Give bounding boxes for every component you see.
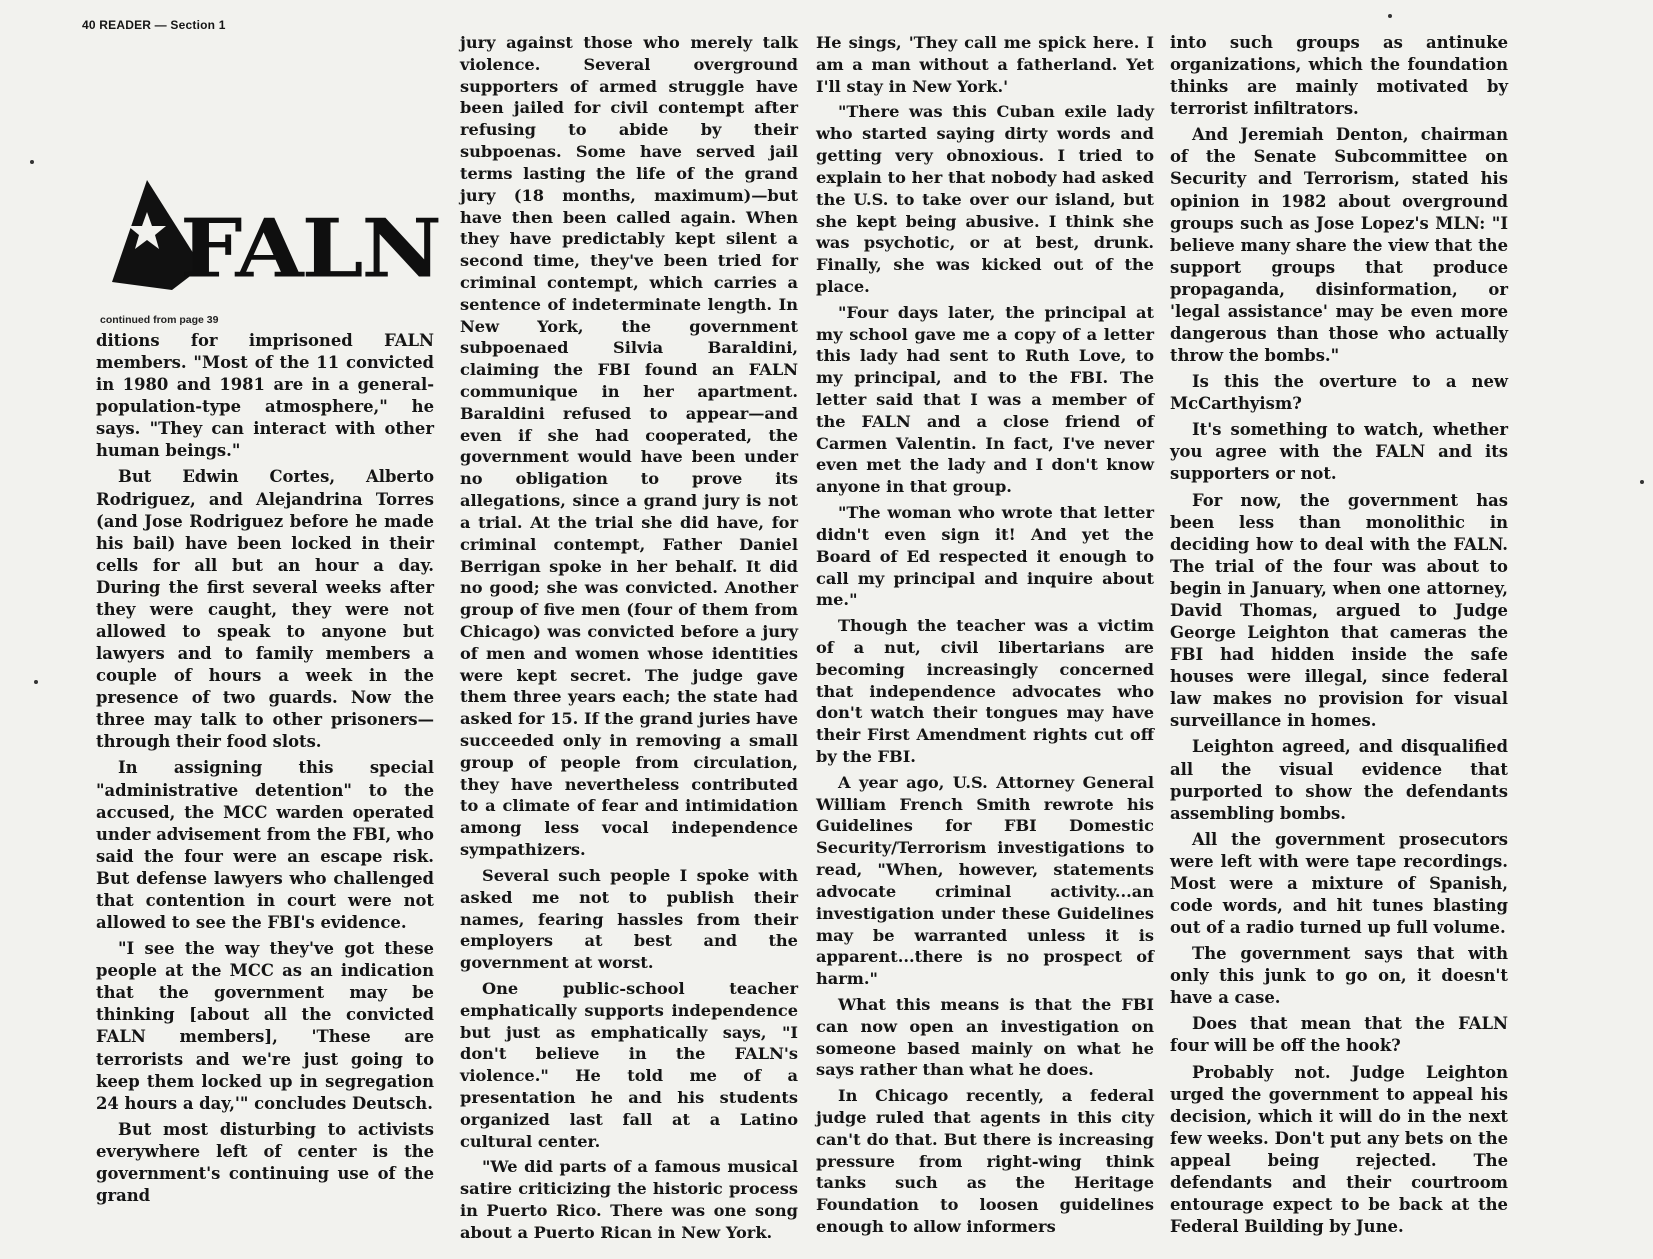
print-speck — [30, 160, 34, 164]
page-folio: 40 READER — Section 1 — [82, 18, 226, 32]
paragraph: He sings, 'They call me spick here. I am a man without a fatherland. Yet I'll stay in New York.' — [816, 33, 1154, 96]
article-column-2 — [460, 32, 798, 1248]
paragraph: Several such people I spoke with asked me not to publish their names, fearing hassles from their employers at best and the government at worst. — [460, 865, 798, 973]
paragraph: But most disturbing to activists everywhere left of center is the government's continuing use of the grand — [96, 1119, 434, 1205]
paragraph: One public-school teacher emphatically supports independence but just as emphatically says, "I don't believe in the FALN's violence." He told me of a presentation he and his students organized last fall at a Latino cultural center. — [460, 978, 798, 1151]
paragraph: What this means is that the FBI can now open an investigation on someone based mainly on what he says rather than what he does. — [816, 994, 1154, 1080]
paragraph: In Chicago recently, a federal judge ruled that agents in this city can't do that. But there is increasing pressure from right-wing think tanks such as the Heritage Foundation to loosen guidelines enough to allow informers — [816, 1086, 1154, 1237]
paragraph: "We did parts of a famous musical satire criticizing the historic process in Puerto Rico. There was one song about a Puerto Rican in New York. — [460, 1157, 798, 1242]
paragraph: But Edwin Cortes, Alberto Rodriguez, and Alejandrina Torres (and Jose Rodriguez before he made his bail) have been locked in their cells for all but an hour a day. During the first several weeks after they were caught, they were not allowed to speak to anyone but lawyers and to family members a couple of hours a week in the presence of two guards. Now the three may talk to other prisoners—through their food slots. — [96, 467, 434, 752]
paragraph: The government says that with only this junk to go on, it doesn't have a case. — [1170, 944, 1508, 1008]
paragraph: ditions for imprisoned FALN members. "Most of the 11 convicted in 1980 and 1981 are in a general-population-type atmosphere," he says. "They can interact with other human beings." — [96, 331, 434, 461]
paragraph: In assigning this special "administrative detention" to the accused, the MCC warden operated under advisement from the FBI, who said the four were an escape risk. But defense lawyers who challenged that contention in court were not allowed to see the FBI's evidence. — [96, 758, 434, 933]
article-column-3 — [816, 32, 1154, 1242]
paragraph: Leighton agreed, and disqualified all the visual evidence that purported to show the defendants assembling bombs. — [1170, 737, 1508, 823]
paragraph: jury against those who merely talk violence. Several overground supporters of armed struggle have been jailed for civil contempt after refusing to abide by their subpoenas. Some have served jail terms lasting the life of the grand jury (18 months, maximum)—but have then been called again. When they have predictably kept silent a second time, they've been tried for criminal contempt, which carries a sentence of indeterminate length. In New York, the government subpoenaed Silvia Baraldini, claiming the FBI found an FALN communique in her apartment. Baraldini refused to appear—and even if she had cooperated, the government would have been under no obligation to prove its allegations, since a grand jury is not a trial. At the trial she did have, for criminal contempt, Father Daniel Berrigan spoke in her behalf. It did no good; she was convicted. Another group of five men (four of them from Chicago) was convicted before a jury of men and women whose identities were kept secret. The judge gave them three years each; the state had asked for 15. If the grand juries have succeeded only in removing a small group of people from circulation, they have nevertheless contributed to a climate of fear and intimidation among less vocal independence sympathizers. — [460, 33, 798, 860]
paragraph: "The woman who wrote that letter didn't even sign it! And yet the Board of Ed respected it enough to call my principal and inquire about me." — [816, 503, 1154, 610]
paragraph: And Jeremiah Denton, chairman of the Senate Subcommittee on Security and Terrorism, stated his opinion in 1982 about overground groups such as Jose Lopez's MLN: "I believe many share the view that the support groups that produce propaganda, disinformation, or 'legal assistance' may be even more dangerous than those who actually throw the bombs." — [1170, 125, 1508, 366]
faln-logo — [96, 150, 440, 310]
article-column-4 — [1170, 32, 1508, 1242]
paragraph: A year ago, U.S. Attorney General William French Smith rewrote his Guidelines for FBI Domestic Security/Terrorism investigations to read, "When, however, statements advocate criminal activity...an investigation under these Guidelines may be warranted unless it is apparent...there is no prospect of harm." — [816, 772, 1154, 989]
paragraph: Though the teacher was a victim of a nut, civil libertarians are becoming increasingly concerned that independence advocates who don't watch their tongues may have their First Amendment rights cut off by the FBI. — [816, 616, 1154, 766]
paragraph: into such groups as antinuke organizations, which the foundation thinks are mainly motivated by terrorist infiltrators. — [1170, 33, 1508, 119]
paragraph: "I see the way they've got these people at the MCC as an indication that the government may be thinking [about all the convicted FALN members], 'These are terrorists and we're just going to keep them locked up in segregation 24 hours a day,'" concludes Deutsch. — [96, 939, 434, 1113]
logo-text: FALN — [180, 200, 440, 296]
paragraph: Does that mean that the FALN four will be off the hook? — [1170, 1014, 1508, 1056]
paragraph: Is this the overture to a new McCarthyism? — [1170, 372, 1508, 414]
print-speck — [1388, 14, 1392, 18]
paragraph: It's something to watch, whether you agree with the FALN and its supporters or not. — [1170, 420, 1508, 484]
article-column-1 — [96, 330, 434, 1211]
paragraph: "Four days later, the principal at my school gave me a copy of a letter this lady had sent to Ruth Love, to my principal, and to the FBI. The letter said that I was a member of the FALN and a close friend of Carmen Valentin. In fact, I've never even met the lady and I don't know anyone in that group. — [816, 302, 1154, 497]
print-speck — [1640, 480, 1644, 484]
paragraph: Probably not. Judge Leighton urged the government to appeal his decision, which it will do in the next few weeks. Don't put any bets on the appeal being rejected. The defendants and their courtroom entourage expect to be back at the Federal Building by June. — [1170, 1062, 1508, 1237]
paragraph: For now, the government has been less than monolithic in deciding how to deal with the FALN. The trial of the four was about to begin in January, when one attorney, David Thomas, argued to Judge George Leighton that cameras the FBI had hidden inside the safe houses were illegal, since federal law makes no provision for visual surveillance in homes. — [1170, 490, 1508, 731]
print-speck — [34, 680, 38, 684]
paragraph: All the government prosecutors were left with were tape recordings. Most were a mixture of Spanish, code words, and hit tunes blasting out of a radio turned up full volume. — [1170, 829, 1508, 938]
paragraph: "There was this Cuban exile lady who started saying dirty words and getting very obnoxious. I tried to explain to her that nobody had asked the U.S. to take over our island, but she kept being abusive. I think she was psychotic, or at best, drunk. Finally, she was kicked out of the place. — [816, 102, 1154, 296]
continued-note: continued from page 39 — [100, 314, 219, 326]
